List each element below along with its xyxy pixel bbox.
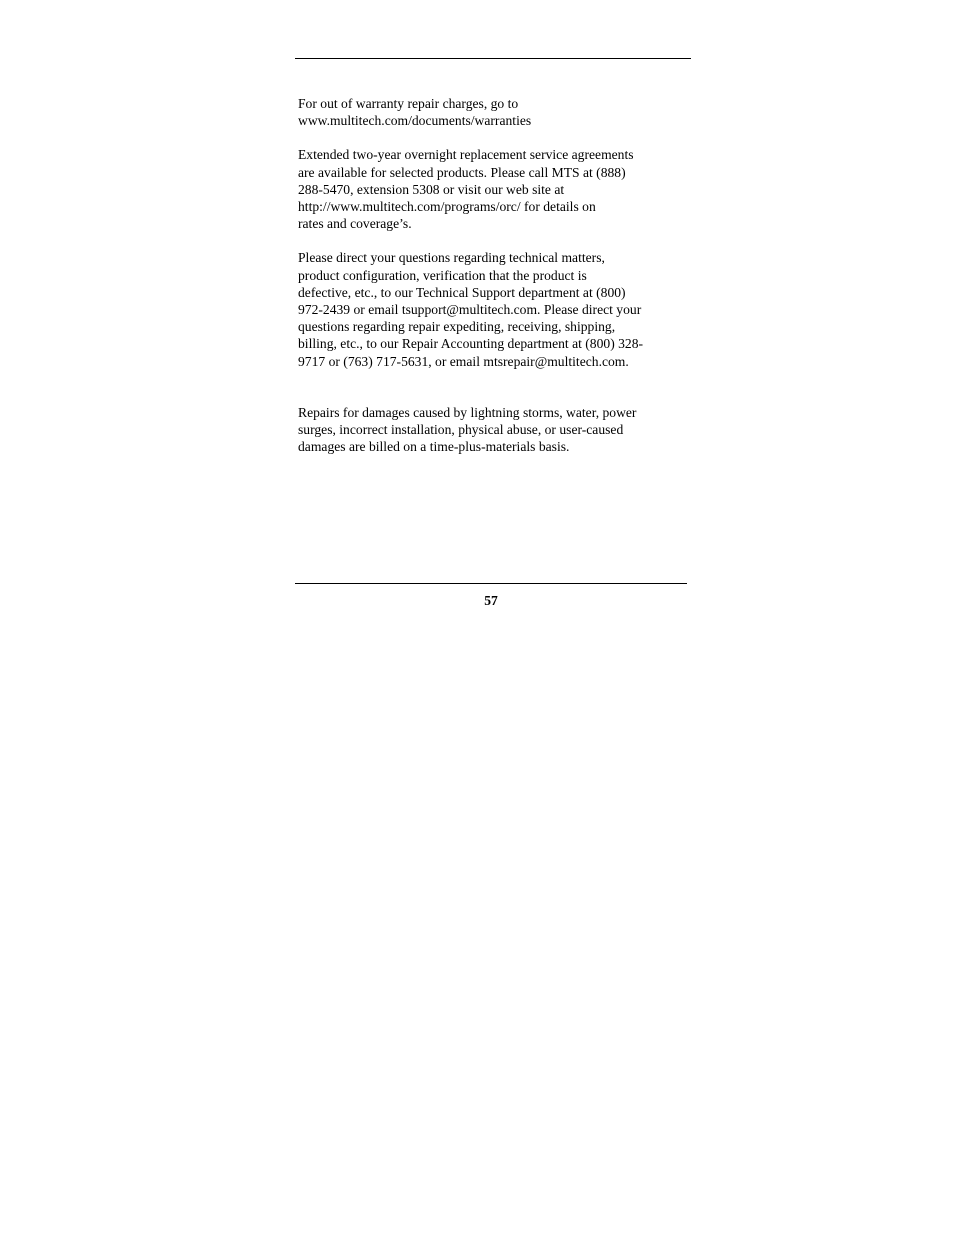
paragraph-spacer [298, 232, 694, 249]
paragraph-damage-repairs: Repairs for damages caused by lightning storms, water, power surges, incorrect installation, physical abuse, or user-caused damages are billed on a time-plus-materials basis. [298, 404, 637, 455]
paragraph-warranty-charges: For out of warranty repair charges, go to www.multitech.com/documents/warranties [298, 96, 532, 129]
header-rule [295, 58, 691, 59]
paragraph-extended-service: Extended two-year overnight replacement service agreements are available for selected products. Please call MTS at (888) 288-5470, extension 5308 or visit our web site at http://www.multitech.com/programs/orc/ for details on rates and coverage’s. [298, 147, 634, 232]
page-body [298, 95, 694, 455]
paragraph-support-contacts: Please direct your questions regarding technical matters, product configuration, verification that the product is defective, etc., to our Technical Support department at (800) 972-2439 or email tsupport@multitech.com. Please direct your questions regarding repair expediting, receiving, shipping, billing, etc., to our Repair Accounting department at (800) 328- 9717 or (763) 717-5631, or email mtsrepair@multitech.com. [298, 250, 644, 369]
footer-rule [295, 583, 687, 584]
page-number: 57 [484, 593, 498, 608]
paragraph-spacer [298, 370, 694, 404]
paragraph-spacer [298, 129, 694, 146]
